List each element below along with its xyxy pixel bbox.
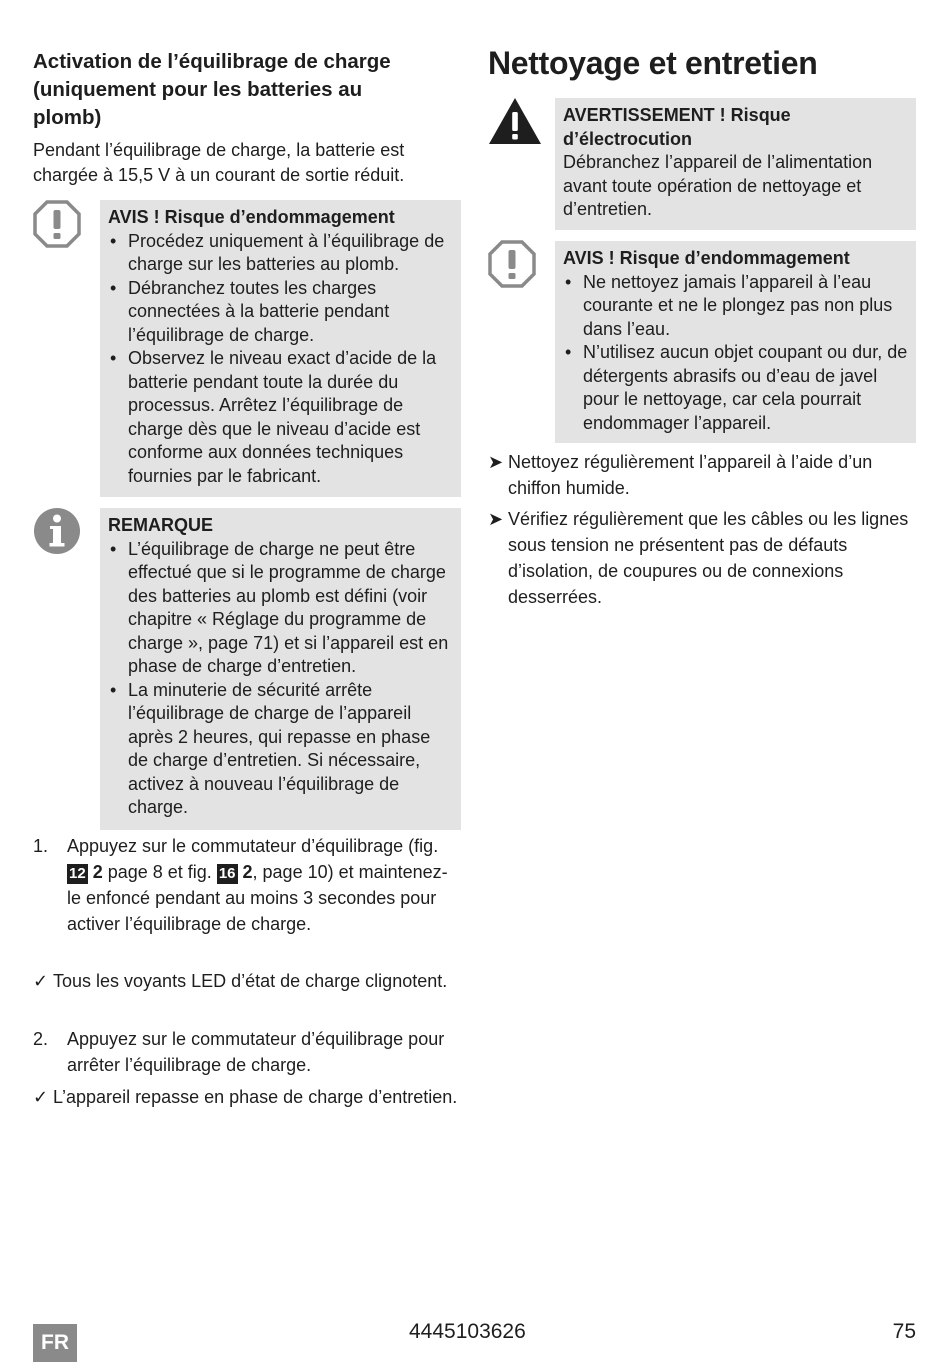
check-icon: ✓	[33, 971, 49, 991]
step-1	[33, 833, 461, 937]
step-text: Appuyez sur le commutateur d’équilibrage (fig. 12 2 page 8 et fig. 16 2, page 10) et maintenez-le enfoncé pendant au moins 3 secondes pour activer l’équilibrage de charge.	[67, 836, 448, 934]
warning-box	[555, 98, 916, 230]
check-icon: ✓	[33, 1087, 49, 1107]
intro-paragraph: Pendant l’équilibrage de charge, la batterie est chargée à 15,5 V à un courant de sortie réduit.	[33, 140, 405, 185]
section-heading	[33, 48, 391, 132]
arrow-icon: ➤	[488, 452, 504, 472]
step-2: 2. Appuyez sur le commutateur d’équilibrage pour arrêter l’équilibrage de charge.	[33, 1026, 461, 1078]
list-item: • La minuterie de sécurité arrête l’équilibrage de charge de l’appareil après 2 heures, qui repasse en phase de charge d’entretien. Si nécessaire, activez à nouveau l’équilibrage de charge.	[108, 679, 453, 820]
figure-badge: 16	[218, 865, 236, 882]
notice-box	[555, 241, 916, 443]
remark-box	[100, 508, 461, 830]
list-item: • L’équilibrage de charge ne peut être effectué que si le programme de charge des batteries au plomb est défini (voir chapitre « Réglage du programme de charge », page 71) et si l’appareil est en phase de charge d’entretien.	[108, 538, 453, 679]
notice-title: AVIS ! Risque d’endommagement	[108, 207, 395, 227]
list-item: • Observez le niveau exact d’acide de la batterie pendant toute la durée du processus. Arrêtez l’équilibrage de charge dès que le niveau d’acide est conforme aux données techniques fournies par le fabricant.	[108, 347, 453, 488]
notice-list	[563, 271, 908, 436]
heading-line-1: Activation de l’équilibrage de charge	[33, 50, 391, 73]
list-item: • Ne nettoyez jamais l’appareil à l’eau courante et ne le plongez pas non plus dans l’eau.	[563, 271, 908, 342]
step-number: 2.	[33, 1029, 49, 1049]
remark-title: REMARQUE	[108, 515, 214, 535]
info-icon	[33, 507, 81, 555]
result-2: ✓ L’appareil repasse en phase de charge d’entretien.	[33, 1084, 461, 1110]
figure-badge: 12	[69, 865, 86, 882]
action-1: ➤ Nettoyez régulièrement l’appareil à l’aide d’un chiffon humide.	[488, 449, 916, 501]
heading-line-3: plomb)	[33, 106, 102, 129]
heading-line-2: (uniquement pour les batteries au	[33, 78, 363, 101]
result-1: ✓ Tous les voyants LED d’état de charge clignotent.	[33, 968, 461, 994]
warning-triangle-icon	[488, 97, 542, 145]
document-number: 4445103626	[409, 1320, 526, 1343]
page-title: Nettoyage et entretien	[488, 45, 818, 81]
step-number: 1.	[33, 836, 49, 856]
notice-box	[100, 200, 461, 497]
arrow-icon: ➤	[488, 509, 504, 529]
language-badge: FR	[33, 1324, 77, 1362]
notice-list	[108, 230, 453, 489]
notice-title: AVIS ! Risque d’endommagement	[563, 248, 850, 268]
exclamation-octagon-icon	[488, 240, 536, 288]
warning-text: Débranchez l’appareil de l’alimentation avant toute opération de nettoyage et d’entretien.	[563, 152, 873, 219]
exclamation-octagon-icon	[33, 200, 81, 248]
list-item: • Débranchez toutes les charges connectées à la batterie pendant l’équilibrage de charge.	[108, 277, 453, 348]
action-2: ➤ Vérifiez régulièrement que les câbles ou les lignes sous tension ne présentent pas de défauts d’isolation, de coupures ou de connexions desserrées.	[488, 506, 916, 610]
list-item: • N’utilisez aucun objet coupant ou dur, de détergents abrasifs ou d’eau de javel pour le nettoyage, car cela pourrait endommager l’appareil.	[563, 341, 908, 435]
warning-title: AVERTISSEMENT ! Risque d’électrocution	[563, 105, 791, 149]
remark-list	[108, 538, 453, 820]
list-item: • Procédez uniquement à l’équilibrage de charge sur les batteries au plomb.	[108, 230, 453, 277]
page-number: 75	[892, 1320, 916, 1343]
